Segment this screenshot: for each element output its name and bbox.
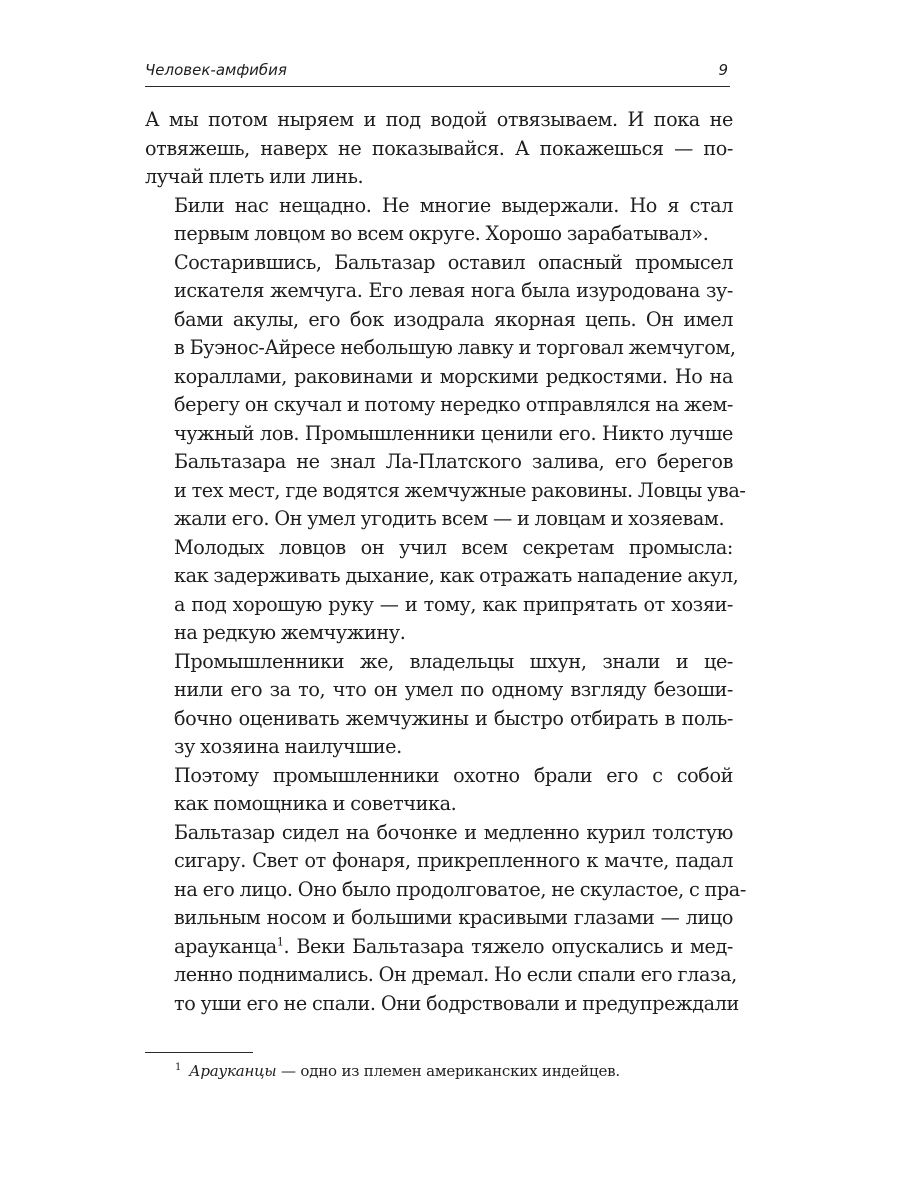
running-header	[145, 60, 730, 87]
text-line: жали его. Он умел угодить всем — и ловцам и хозяевам.	[174, 507, 725, 530]
footnote	[175, 1060, 735, 1082]
page-number: 9	[718, 61, 728, 79]
body-text	[145, 106, 746, 1018]
text-line: и тех мест, где водятся жемчужные раковины. Ловцы ува-	[174, 478, 746, 502]
text-line: а под хорошую руку — и тому, как припрятать от хозяи-	[174, 592, 733, 616]
running-title: Человек-амфибия	[145, 61, 287, 79]
text-line: сигару. Свет от фонаря, прикрепленного к мачте, падал	[174, 849, 733, 872]
text-line: то уши его не спали. Они бодрствовали и предупреждали	[174, 991, 739, 1015]
text-line: зу хозяина наилучшие.	[174, 735, 402, 758]
text-line: как задерживать дыхание, как отражать нападение акул,	[174, 564, 739, 587]
text-line: отвяжешь, наверх не показывайся. А покажешься — по-	[145, 136, 733, 160]
text-line: ленно поднимались. Он дремал. Но если спали его глаза,	[174, 963, 737, 986]
paragraph	[145, 819, 746, 1019]
line-rest: . Веки Бальтазара тяжело опускались и мед-	[283, 934, 733, 958]
text-line: чужный лов. Промышленники ценили его. Никто лучше	[174, 421, 733, 445]
text-line: в Буэнос-Айресе небольшую лавку и торговал жемчугом,	[174, 336, 736, 359]
text-line: Поэтому промышленники охотно брали его с собой	[174, 763, 733, 787]
text-line: искателя жемчуга. Его левая нога была изуродована зу-	[174, 279, 733, 302]
text-line: А мы потом ныряем и под водой отвязываем. И пока не	[145, 108, 733, 131]
text-line: бочно оценивать жемчужины и быстро отбирать в поль-	[174, 706, 733, 730]
text-line: Молодых ловцов он учил всем секретам промысла:	[174, 535, 733, 559]
paragraph	[145, 534, 739, 648]
text-line: берегу он скучал и потому нередко отправлялся на жем-	[174, 393, 733, 416]
line-start: арауканца	[174, 934, 277, 958]
text-line: на редкую жемчужину.	[174, 621, 406, 644]
text-line: кораллами, раковинами и морскими редкостями. Но на	[174, 364, 733, 388]
footnote-number: 1	[175, 1062, 182, 1073]
text-line: Состарившись, Бальтазар оставил опасный промысел	[174, 250, 733, 274]
text-line: Промышленники же, владельцы шхун, знали и це-	[174, 649, 733, 673]
text-line: лучай плеть или линь.	[145, 165, 364, 188]
text-line: вильным носом и большими красивыми глазами — лицо	[174, 906, 733, 929]
paragraph	[145, 192, 733, 249]
footnote-divider	[145, 1052, 253, 1053]
paragraph	[145, 648, 733, 762]
text-line: нили его за то, что он умел по одному взгляду безоши-	[174, 678, 733, 701]
text-line: как помощника и советчика.	[174, 792, 457, 815]
footnote-term: Арауканцы	[189, 1062, 277, 1080]
footnote-text: — одно из племен американских индейцев.	[276, 1062, 620, 1080]
paragraph	[145, 249, 746, 534]
text-line: Били нас нещадно. Не многие выдержали. Но я стал	[174, 193, 733, 217]
paragraph	[145, 762, 733, 819]
text-line: Бальтазар сидел на бочонке и медленно курил толстую	[174, 820, 733, 844]
text-line: Бальтазара не знал Ла-Платского залива, его берегов	[174, 450, 733, 473]
text-line-with-footnote	[145, 933, 733, 962]
text-line: первым ловцом во всем округе. Хорошо зарабатывал».	[174, 222, 709, 245]
text-line: на его лицо. Оно было продолговатое, не скуластое, с пра-	[174, 877, 746, 901]
footnote-reference: 1	[276, 935, 284, 949]
paragraph	[145, 106, 733, 192]
text-line: бами акулы, его бок изодрала якорная цепь. Он имел	[174, 307, 733, 331]
